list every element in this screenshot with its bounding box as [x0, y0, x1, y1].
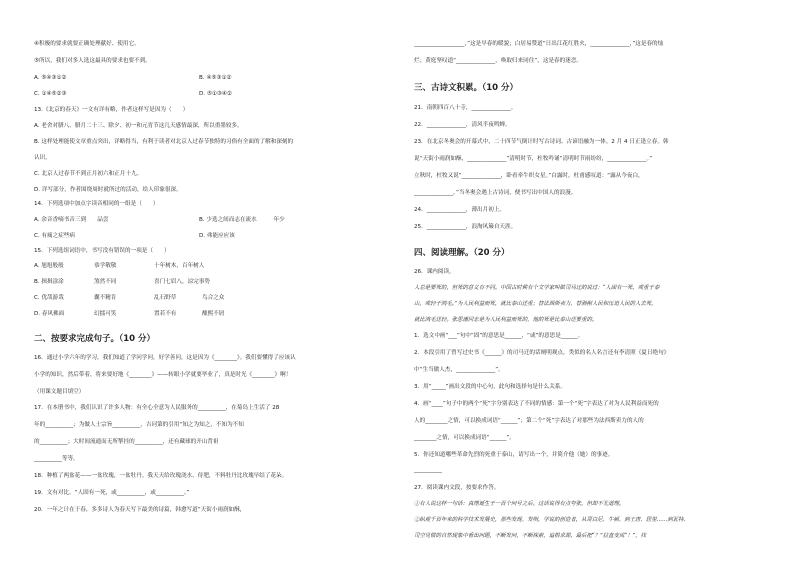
order-option-c: C. ①④⑤②③ [34, 91, 67, 97]
right-column [414, 0, 764, 562]
section-4-heading: 四、阅读理解。（20 分） [414, 248, 510, 258]
sentence-item-5: ⑤所以，我们对多人选这最具的要求也要不到。 [34, 58, 151, 64]
question-16-cont: 小学的知识，然后带着，将来要好地《________》——转眼小学就要毕业了，真是时光《________》啊！ [34, 372, 292, 378]
question-23-cont-3: ______________。”当冬奥会遇上古诗词，便书写出中国人的浪漫。 [414, 190, 577, 196]
passage-2-line-1: ①有人说这样一句话：真理诞生于一百个问号之后。这话说得有点夸张，但却不无道理。 [414, 501, 625, 507]
question-15-b-1: B. 揖揖涂涂 [34, 279, 64, 285]
question-23: 23．在北京冬奥会的开幕式中，二十四节气倒计时写古诗词、古谚语融为一体。2 月 4 日正逢立春。韩 [414, 139, 669, 145]
question-15-d-3: 置若不有 [154, 311, 177, 317]
sub-question-4: 4．画“____”句子中的两个“死”字分别表达了不同的情感：第一个“死”字表达了对为人民利益而死的 [414, 401, 659, 407]
question-15-d-4: 酿熙不屑 [202, 311, 225, 317]
question-16-note: （用课文题目填空） [34, 389, 85, 395]
question-13-option-b: B. 这样处理能使文章重点突出，详略得当，有利于读者对北京人过春节独特的习俗有全面的了解和深刻的 [34, 139, 294, 145]
passage-2-line-2: ②纵观千百年来的科学技术发展史，那些发现、发明，学说的创造者，从哥白尼、牛顿、到王唐、居里……到瓦特、 [414, 517, 689, 523]
sub-question-2: 2．本段引用了曾写过史书《______》的司马迁的话阐明观点，类似的名人名言还有李清照《夏日绝句》 [414, 350, 670, 356]
question-26: 26．课内阅读。 [414, 269, 455, 275]
sub-question-5: 5．你还知道哪些革命先烈的死重于泰山，请写出一个，并简介他（她）的事迹。 [414, 452, 614, 458]
question-15-c-4: 鸟合之众 [202, 295, 225, 301]
question-24: 24．______________，薄出月初上。 [414, 207, 506, 213]
question-18: 18．种植了两盆花——一盆玫瑰，一盆牡丹。我天天给玫瑰浇水、侍肥，不料牡丹比玫瑰早结了花朵。 [34, 473, 288, 479]
question-23-cont-2: 立秋时，杜牧又说“______________，卧看牵牛织女星。”白露时，杜甫感叹道：“露从今夜白， [414, 173, 644, 179]
passage-2-line-3: 司空见惯的自然现象中看出问题，不断发问，不断探索，追根求源，最后把“？”拉直变成“！”，找 [414, 533, 647, 539]
question-15-c-3: 乱石野草 [154, 295, 177, 301]
passage-line-2: 山，或轻于鸿毛。”为人民利益而死，就比泰山还重；替法西斯卖力，替剥削人民和压迫人民的人去死， [414, 301, 657, 307]
section-3-heading: 三、古诗文积累。（10 分） [414, 83, 519, 93]
question-19: 19．文有对比。“人固有一死，或__________，或__________。” [34, 490, 190, 496]
question-13-option-b-cont: 认识。 [34, 155, 51, 161]
question-17-cont-3: __________等等。 [34, 456, 79, 462]
question-22: 22．______________，清风半夜鸣蝉。 [414, 122, 511, 128]
question-13-option-a: A. 老舍对腊八、腊月二十三、除夕、初一和元宵节这几天感情最深，所以重墨较多。 [34, 123, 243, 129]
question-15-a-1: A. 旭旭般般 [34, 263, 64, 269]
question-15: 15．下列选组词语中，书写没有错误的一项是（ ） [34, 248, 170, 254]
question-14-option-a: A. 余音香嘀书音三到 品尝 [34, 217, 109, 223]
passage-line-3: 就比鸿毛还轻。张思德同志是为人民利益而死的，他的死是比泰山还要重的。 [414, 317, 598, 323]
question-14-option-c: C. 有痛之症些病 [34, 233, 76, 239]
question-15-b-2: 煞然不同 [94, 279, 117, 285]
question-23-cont-1: 说“天街小雨润如酥，______________”清明时节，杜牧吟诵“清明时节雨纷纷，______________。” [414, 156, 653, 162]
sub-question-2-cont: 中“生当做人杰，______________”。 [414, 367, 504, 373]
sentence-item-4: ④积极的要求就要正确处理献好、使用它。 [34, 41, 140, 47]
order-option-d: D. ⑤①③④② [199, 91, 232, 97]
question-16: 16．通过小学六年的学习，我们知道了学问学问，好学善问，这是因为《________》。我们要懂得了应该认 [34, 355, 296, 361]
question-13-option-c: C. 北京人过春节不到正月初六和正月十九。 [34, 171, 143, 177]
order-option-a: A. ⑤④③①② [34, 75, 67, 81]
question-20-cont-1: __________________，”这是早春的暖貌；白居易赞道“日出江花红胜火，______________，”这是春的灿 [414, 41, 664, 47]
left-column [34, 0, 384, 562]
question-14-option-b: B. 少选之间而志在流水 年少 [199, 217, 285, 223]
question-14: 14．下列选项中加点字读音相同的一组是（ ） [34, 201, 159, 207]
sub-question-1: 1．选文中画“___”句中“固”的意思是______，“或”的意思是______。 [414, 333, 584, 339]
question-20: 20．一年之计在于春，多多诗人为春天写下最美的诗篇，韩愈写道“天街小雨润如酥， [34, 507, 246, 513]
sub-question-3: 3．用“_____”画出文段的中心句，此句和选择句是什么关系。 [414, 384, 566, 390]
sub-question-4-cont-1: 人的________之情，可以换成词语“______”；第二个“死”字表达了对那些为法西斯卖力的人的 [414, 418, 644, 424]
sub-question-5-answer-line: __________ [414, 467, 442, 473]
question-25: 25．______________，浪淘风簸自天涯。 [414, 224, 517, 230]
question-17-cont-1: 年的__________；为做人士宗旨__________，吉诃第的引用“知之为知之，不知为不知 [34, 422, 244, 428]
passage-line-1: 人总是要死的，但死的意义有不同。中国古时候有个文学家叫做司马迁的说过：“人固有一死，或重于泰 [414, 285, 660, 291]
question-15-d-2: 幻擂可笑 [94, 311, 117, 317]
question-15-c-2: 囊不精肯 [94, 295, 117, 301]
question-27: 27．阅读课内文段，按要求作答。 [414, 485, 500, 491]
question-15-a-2: 恭学敬敬 [94, 263, 117, 269]
question-15-c-1: C. 优哉游哉 [34, 295, 64, 301]
question-21: 21．南朝四百八十寺，______________。 [414, 105, 517, 111]
order-option-b: B. ④⑤③①② [199, 75, 232, 81]
question-17-cont-2: 的__________；大时间流通而无所掣挂的__________，还有藏球的开山背祖 [34, 439, 219, 445]
question-17: 17．在本册书中，我们认识了许多人物：有全心全意为人民服务的__________，在菊岛上生活了 28 [34, 405, 280, 411]
question-15-d-1: D. 春风佛面 [34, 311, 65, 317]
question-13-option-d: D. 详写部分，作者围绕周时就所过的活动，给人印象很深。 [34, 187, 182, 193]
question-20-cont-2: 烂；黄庭坚叹道“______________，唤取归来同住”，这是春的迷恋。 [414, 58, 583, 64]
section-2-heading: 二、按要求完成句子。（10 分） [34, 334, 156, 344]
question-15-b-3: 喜门七眉八，凉完事势 [154, 279, 210, 285]
question-13: 13.《北京的春天》一文有详有略，作者这样写是因为（ ） [34, 107, 189, 113]
question-15-a-3: 十年树木，百年树人 [154, 263, 205, 269]
question-14-option-d: D. 弗能应应该 [199, 233, 235, 239]
sub-question-4-cont-2: ________之情，可以换成词语“______”。 [414, 435, 515, 441]
